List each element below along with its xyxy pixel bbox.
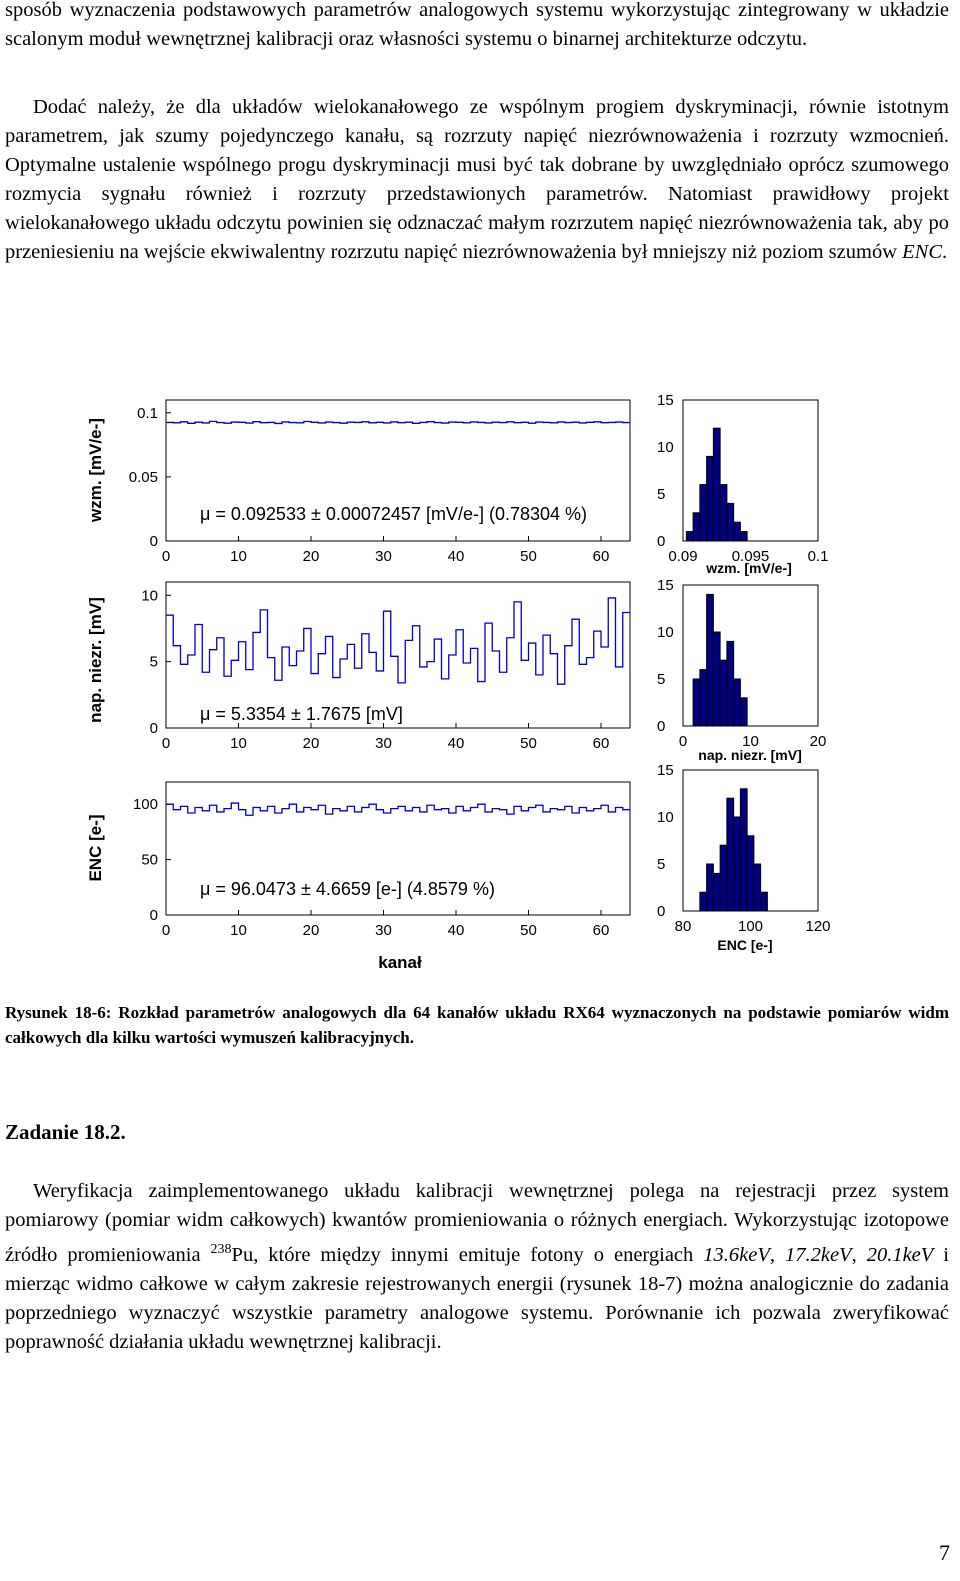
x-tick-label: 30 [375,548,392,565]
hist-bar [713,428,720,541]
hist-bar [707,594,714,726]
x-tick-label: 10 [230,735,247,752]
hist-y-tick-label: 10 [657,439,674,456]
hist-y-tick-label: 15 [657,577,674,594]
x-tick-label: 60 [592,735,610,752]
y-tick-label: 0 [149,533,158,550]
x-tick-label: 30 [375,735,392,752]
hist-bar [693,513,700,541]
y-tick-label: 0.05 [128,468,158,486]
x-tick-label: 0 [161,922,171,939]
hist-bar [734,817,741,911]
hist-y-tick-label: 15 [657,762,674,779]
hist-y-tick-label: 0 [657,533,666,550]
hist-x-tick-label: 0.09 [668,548,698,565]
paragraph-2-text: Dodać należy, że dla układów wielokanałowego ze wspólnym progiem dyskryminacji, równie istotnym parametrem, jak szumy pojedynczego kanału, są rozrzuty napięć niezrównoważenia i rozrzuty wzmocnień. Optymalne ustalenie wspólnego progu dyskryminacji musi być tak dobrane by uwzględniało oprócz szumowego rozmycia sygnału również i rozrzuty przedstawionych parametrów. Natomiast prawidłowy projekt wielokanałowego układu odczytu powinien się odznaczać małym rozrzutem napięć niezrównoważenia tak, aby po przeniesieniu na wejście ekwiwalentny rozrzutu napięć niezrównoważenia był mniejszy niż poziom szumów [5,96,949,263]
hist-x-axis-label-3: ENC [e-] [717,937,773,953]
x-tick-label: 20 [302,922,320,939]
paragraph-3-part1: Weryfikacja zaimplementowanego układu kalibracji wewnętrznej polega na rejestracji przez system pomiarowy (pomiar widm całkowych) kwantów promieniowania o różnych energiach. Wykorzystując izotopowe źródło promieniowania [5,1180,949,1266]
hist-bar [740,532,747,541]
hist-bar [693,679,700,726]
hist-x-tick-label: 0 [678,733,688,750]
hist-bar [740,698,747,726]
x-tick-label: 0 [161,548,171,565]
x-tick-label: 20 [302,548,320,565]
hist-y-tick-label: 5 [657,486,666,503]
hist-x-axis-label-1: wzm. [mV/e-] [706,560,792,576]
hist-x-axis-label-2: nap. niezr. [mV] [698,747,802,763]
x-tick-label: 50 [520,922,537,939]
hist-y-tick-label: 10 [657,624,674,641]
hist-bar [720,845,727,911]
paragraph-3-part2: Pu, które między innymi emituje fotony o energiach [231,1243,704,1266]
hist-bar [700,670,707,726]
hist-bar [740,789,747,911]
hist-y-tick-label: 0 [657,903,666,920]
hist-bar [707,456,714,541]
hist-bar [734,522,741,541]
figure-caption: Rysunek 18-6: Rozkład parametrów analogowych dla 64 kanałów układu RX64 wyznaczonych na podstawie pomiarów widm całkowych dla kilku wartości wymuszeń kalibracyjnych. [5,1003,949,1047]
hist-bar [720,485,727,541]
hist-x-tick-label: 10 [742,733,759,750]
hist-bar [720,660,727,726]
x-tick-label: 50 [520,735,537,752]
hist-bar [727,798,734,911]
energy-2: 17.2keV [784,1243,852,1266]
hist-bar [754,864,761,911]
paragraph-2-end: . [942,241,948,263]
y-tick-label: 0 [149,907,158,924]
hist-bar [713,632,720,726]
x-tick-label: 40 [447,735,465,752]
hist-bar [686,532,693,541]
top-paragraph-text: sposób wyznaczenia podstawowych parametrów analogowych systemu wykorzystując zintegrowany w układzie scalonym moduł wewnętrznej kalibracji oraz własności systemu o binarnej architekturze odczytu. [5,0,949,50]
x-tick-label: 60 [592,548,610,565]
hist-bar [700,485,707,541]
hist-x-tick-label: 20 [809,733,827,750]
hist-bar [727,503,734,541]
paragraph-3: Weryfikacja zaimplementowanego układu kalibracji wewnętrznej polega na rejestracji przez system pomiarowy (pomiar widm całkowych) kwantów promieniowania o różnych energiach. Wykorzystując izotopowe źródło promieniowania $^{238}$Pu, które między innymi emituje fotony o energiach 13.6keV, 17.2keV, 20.1keV i mierząc widmo całkowe w całym zakresie rejestrowanych energii (rysunek 18-7) można analogicznie do zadania poprzedniego wyznaczyć wszystkie parametry analogowe systemu. Porównanie ich pozwala zweryfikować poprawność działania układu wewnętrznej kalibracji. [5,1180,949,1353]
y-tick-label: 0 [149,720,158,737]
y-tick-label: 100 [132,796,158,814]
stats-annotation-1: μ = 0.092533 ± 0.00072457 [mV/e-] (0.78304 %) [200,504,588,524]
x-tick-label: 20 [302,735,320,752]
y-axis-label-3: ENC [e-] [86,814,105,882]
stats-annotation-2: μ = 5.3354 ± 1.7675 [mV] [200,704,403,724]
hist-y-tick-label: 10 [657,809,674,826]
y-tick-label: 0.1 [137,404,158,422]
y-tick-label: 10 [141,587,158,605]
y-axis-label-1: wzm. [mV/e-] [86,418,105,522]
x-tick-label: 0 [161,735,171,752]
hist-bar [761,892,768,911]
hist-y-tick-label: 0 [657,718,666,735]
section-heading: Zadanie 18.2. [5,1120,126,1144]
x-tick-label: 60 [592,922,610,939]
hist-y-tick-label: 15 [657,392,674,409]
hist-bar [734,679,741,726]
x-tick-label: 40 [447,922,465,939]
energy-3: 20.1keV [866,1243,934,1266]
hist-x-tick-label: 120 [805,918,831,935]
hist-x-tick-label: 0.1 [807,548,829,565]
energy-1: 13.6keV [703,1243,770,1266]
x-tick-label: 40 [447,548,465,565]
hist-y-tick-label: 5 [657,671,666,688]
hist-x-tick-label: 100 [737,918,764,935]
y-tick-label: 5 [149,653,158,671]
enc-term: ENC [902,241,943,263]
hist-bar [713,873,720,911]
y-axis-label-2: nap. niezr. [mV] [86,597,105,723]
isotope-mass-number: 238 [210,1242,232,1257]
hist-x-tick-label: 80 [674,918,692,935]
x-tick-label: 30 [375,922,392,939]
y-tick-label: 50 [141,851,158,869]
hist-bar [700,892,707,911]
hist-y-tick-label: 5 [657,856,666,873]
hist-bar [727,641,734,726]
hist-x-tick-label: 0.095 [731,548,770,565]
hist-bar [707,864,714,911]
x-axis-label: kanał [378,953,422,972]
x-tick-label: 50 [520,548,537,565]
stats-annotation-3: μ = 96.0473 ± 4.6659 [e-] (4.8579 %) [200,879,495,899]
page-number: 7 [939,1540,950,1565]
hist-bar [747,836,754,911]
paragraph-3-part3: i mierząc widmo całkowe w całym zakresie rejestrowanych energii (rysunek 18-7) można analogicznie do zadania poprzedniego wyznaczyć wszystkie parametry analogowe systemu. Porównanie ich pozwala zweryfikować poprawność działania układu wewnętrznej kalibracji. [5,1243,949,1353]
x-tick-label: 10 [230,548,247,565]
x-tick-label: 10 [230,922,247,939]
